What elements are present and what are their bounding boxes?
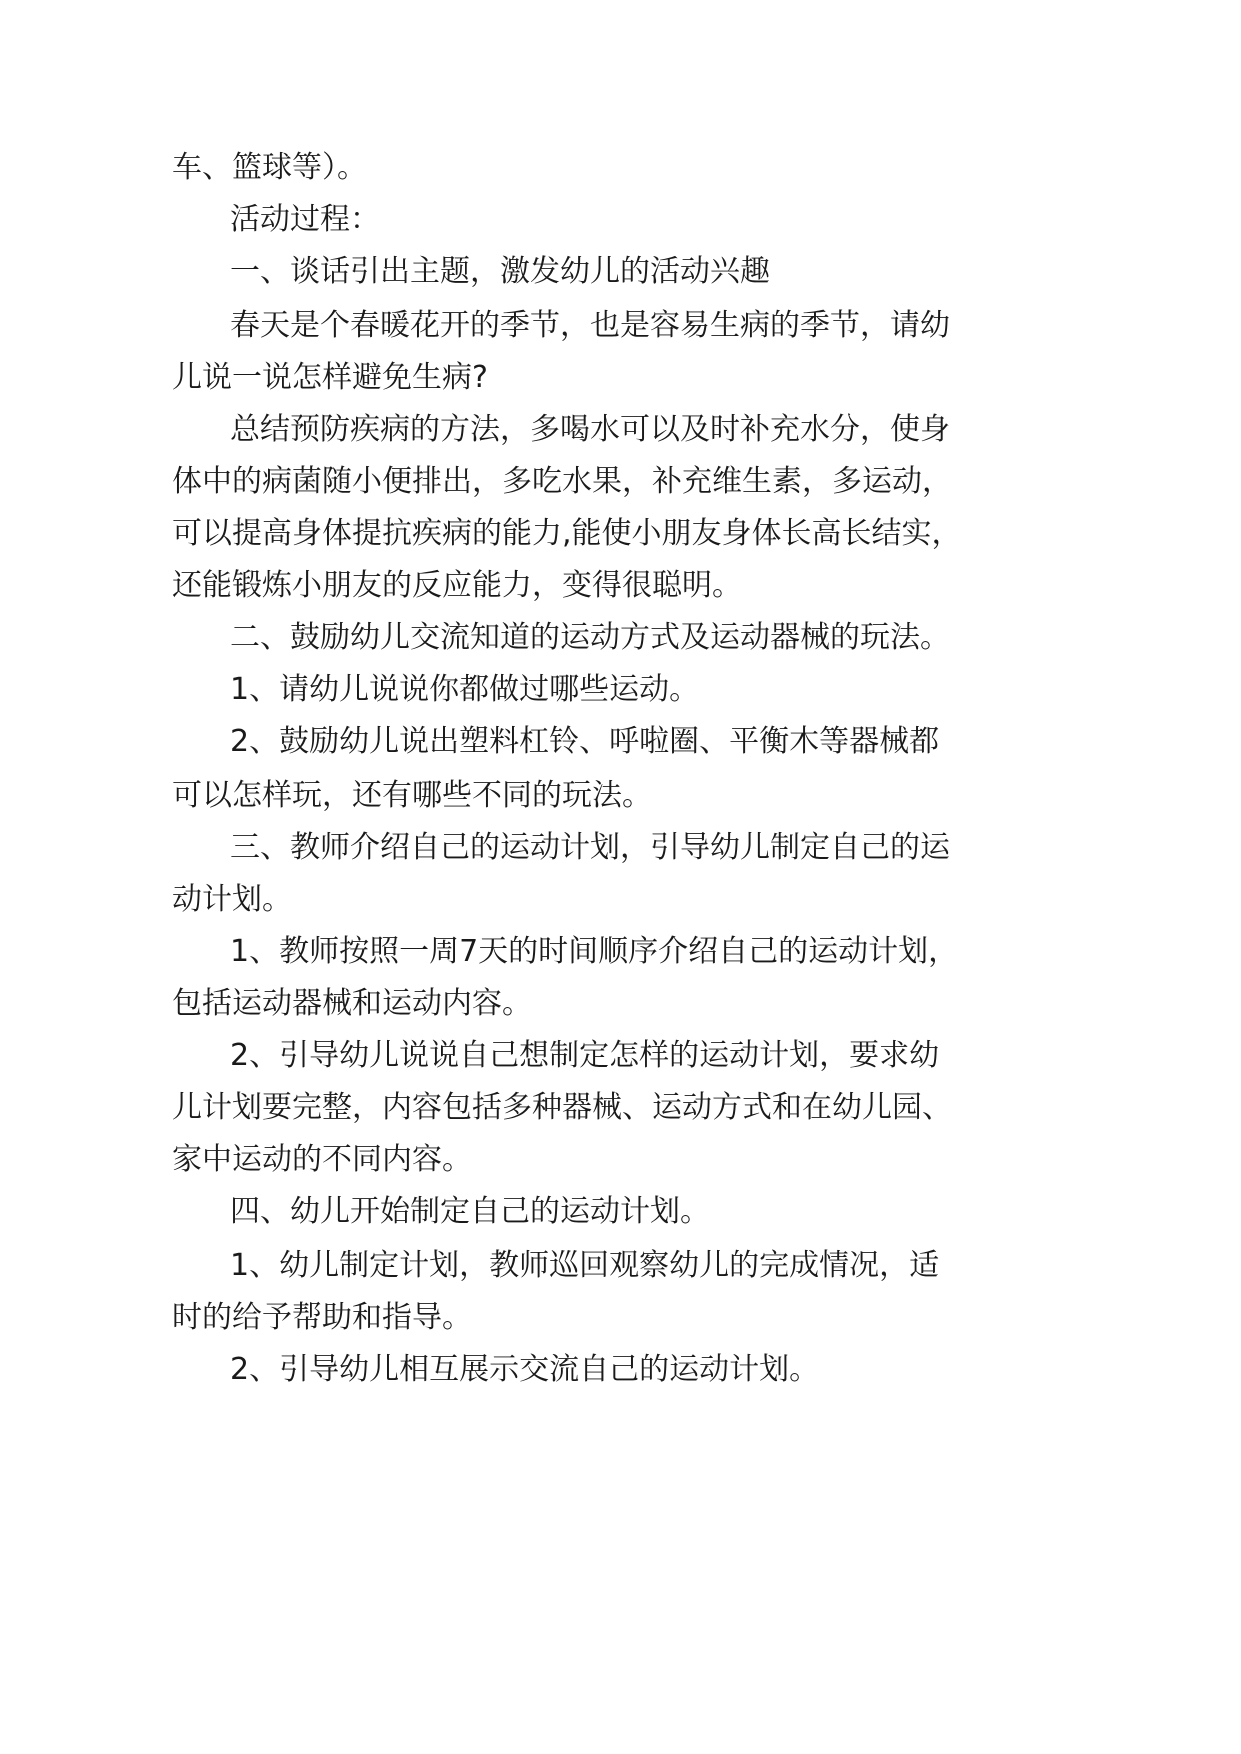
text-line: 儿说一说怎样避免生病?	[172, 360, 488, 395]
text-line: 儿计划要完整，内容包括多种器械、运动方式和在幼儿园、	[172, 1090, 952, 1125]
text-line: 1、幼儿制定计划，教师巡回观察幼儿的完成情况，适	[230, 1248, 940, 1283]
text-line: 体中的病菌随小便排出，多吃水果，补充维生素，多运动，	[172, 464, 952, 499]
text-line: 1、请幼儿说说你都做过哪些运动。	[230, 672, 700, 707]
text-line: 家中运动的不同内容。	[172, 1142, 472, 1177]
text-line: 动计划。	[172, 882, 292, 917]
text-line: 2、鼓励幼儿说出塑料杠铃、呼啦圈、平衡木等器械都	[230, 724, 940, 759]
text-line: 还能锻炼小朋友的反应能力，变得很聪明。	[172, 568, 742, 603]
text-line: 时的给予帮助和指导。	[172, 1300, 472, 1335]
text-line: 活动过程：	[230, 202, 380, 237]
text-line: 二、鼓励幼儿交流知道的运动方式及运动器械的玩法。	[230, 620, 950, 655]
text-line: 一、谈话引出主题，激发幼儿的活动兴趣	[230, 254, 770, 289]
text-line: 可以怎样玩，还有哪些不同的玩法。	[172, 778, 652, 813]
text-line: 三、教师介绍自己的运动计划，引导幼儿制定自己的运	[230, 830, 950, 865]
text-line: 2、引导幼儿相互展示交流自己的运动计划。	[230, 1352, 820, 1387]
text-line: 2、引导幼儿说说自己想制定怎样的运动计划，要求幼	[230, 1038, 940, 1073]
text-line: 可以提高身体提抗疾病的能力,能使小朋友身体长高长结实，	[172, 516, 962, 551]
text-line: 车、篮球等）。	[172, 150, 367, 185]
text-line: 总结预防疾病的方法，多喝水可以及时补充水分，使身	[230, 412, 950, 447]
text-line: 四、幼儿开始制定自己的运动计划。	[230, 1194, 710, 1229]
text-line: 春天是个春暖花开的季节，也是容易生病的季节，请幼	[230, 308, 950, 343]
text-line: 1、教师按照一周7天的时间顺序介绍自己的运动计划，	[230, 934, 959, 969]
text-line: 包括运动器械和运动内容。	[172, 986, 532, 1021]
